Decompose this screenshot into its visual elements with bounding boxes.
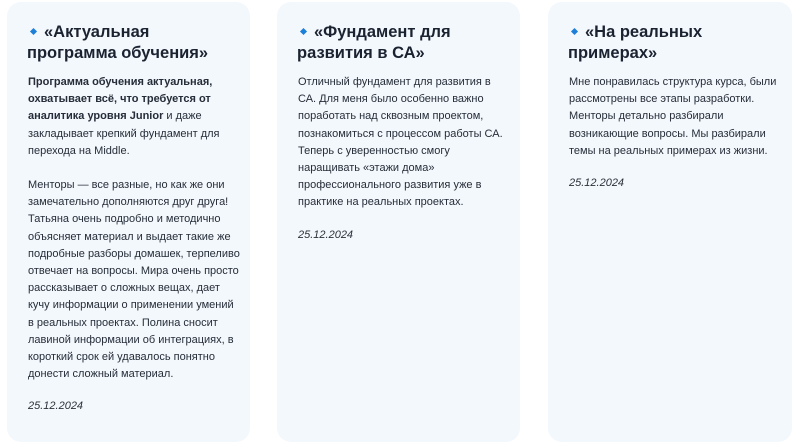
review-title (548, 22, 792, 64)
review-body (7, 74, 250, 383)
review-paragraph (28, 74, 240, 160)
diamond-bullet-icon (30, 28, 37, 35)
diamond-bullet-icon (571, 28, 578, 35)
review-date: 25.12.2024 (28, 400, 84, 413)
review-paragraph: Отличный фундамент для развития в СА. Для меня было особенно важно поработать над сквозным проектом, познакомиться с процессом работы СА. Теперь с уверенностью смогу наращивать «этажи дома» профессионального развития уже в практике на реальных проектах. (298, 76, 503, 209)
review-card (277, 2, 520, 442)
review-title (277, 22, 520, 64)
review-body (277, 74, 520, 212)
diamond-bullet-icon (300, 28, 307, 35)
review-highlight: Программа обучения актуальная, охватывает всё, что требуется от аналитика уровня Junior (28, 76, 213, 123)
review-title (7, 22, 250, 64)
review-title-text: «Актуальная программа обучения» (27, 23, 209, 62)
review-paragraph: Мне понравилась структура курса, были рассмотрены все этапы разработки. Менторы детально разбирали возникающие вопросы. Мы разбирали темы на реальных примерах из жизни. (569, 76, 777, 157)
review-text: и даже закладывает крепкий фундамент для перехода на Middle. (28, 110, 220, 157)
review-card (7, 2, 250, 442)
review-title-text: «На реальных примерах» (568, 23, 703, 62)
review-body (548, 74, 792, 160)
review-title-text: «Фундамент для развития в СА» (297, 23, 451, 62)
review-paragraph: Менторы — все разные, но как же они замечательно дополняются друг друга! Татьяна очень подробно и методично объясняет материал и выдает такие же подробные разборы домашек, терпеливо отвечает на вопросы. Мира очень просто рассказывает о сложных вещах, дает кучу информации о применении умений в реальных проектах. Полина сносит лавиной информации об интеграциях, в короткий срок ей удавалось понятно донести сложный материал. (28, 179, 240, 381)
review-card (548, 2, 792, 442)
review-date: 25.12.2024 (298, 228, 354, 241)
review-date: 25.12.2024 (569, 177, 625, 190)
